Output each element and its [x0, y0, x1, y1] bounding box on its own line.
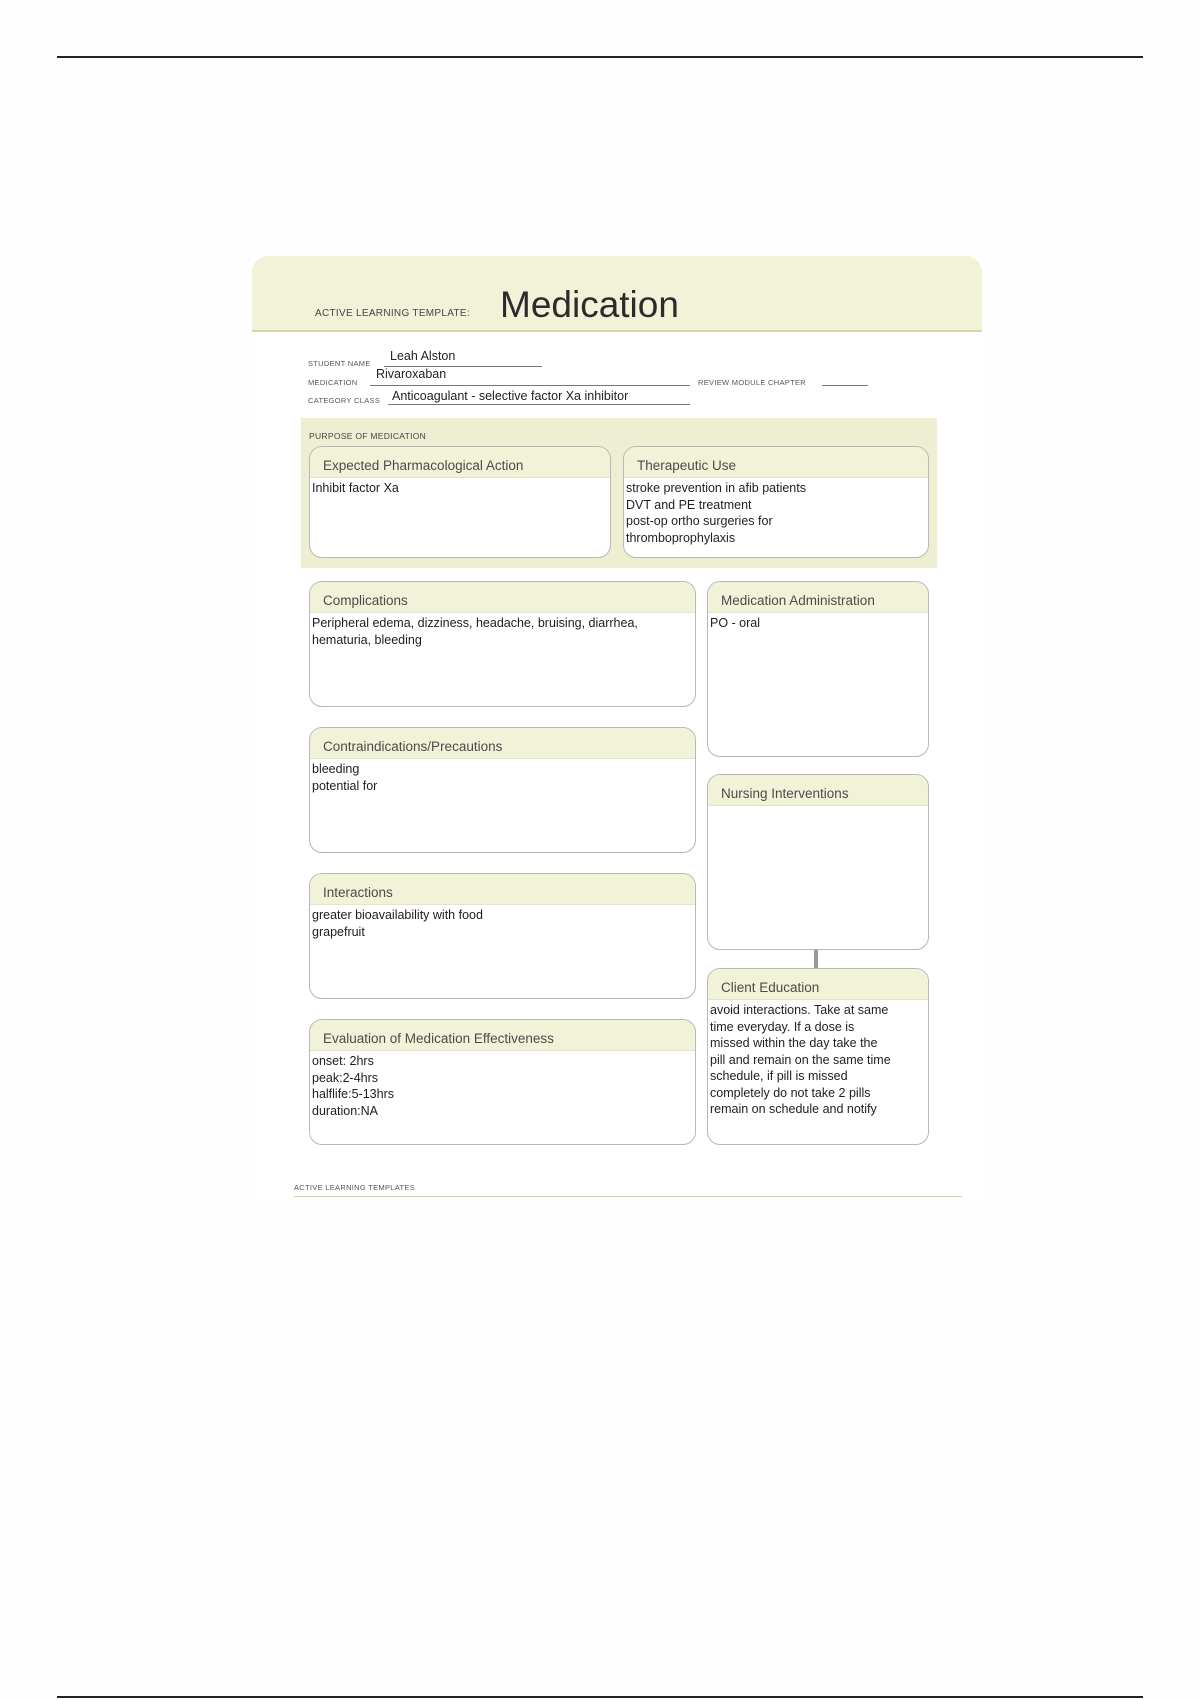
purpose-of-medication-label: PURPOSE OF MEDICATION [309, 431, 427, 441]
contraindications-precautions-title: Contraindications/Precautions [310, 728, 695, 759]
text-line: completely do not take 2 pills [710, 1085, 871, 1100]
therapeutic-use-content [624, 478, 928, 546]
medication-administration-title: Medication Administration [708, 582, 928, 613]
text-line: DVT and PE treatment [626, 497, 752, 512]
expected-pharmacological-action-title: Expected Pharmacological Action [310, 447, 610, 478]
nursing-interventions-title: Nursing Interventions [708, 775, 928, 806]
text-line: greater bioavailability with food [312, 908, 483, 922]
text-line: bleeding [312, 762, 360, 776]
evaluation-of-medication-effectiveness-content [310, 1051, 695, 1119]
text-line: potential for [312, 778, 378, 793]
therapeutic-use-box [623, 446, 929, 558]
category-class-value: Anticoagulant - selective factor Xa inhibitor [392, 389, 629, 403]
text-line: schedule, if pill is missed [710, 1069, 848, 1083]
medication-line [370, 385, 690, 386]
complications-box [309, 581, 696, 707]
medication-administration-box [707, 581, 929, 757]
text-line: Peripheral edema, dizziness, headache, bruising, diarrhea, [312, 616, 638, 630]
footer-label: ACTIVE LEARNING TEMPLATES [294, 1183, 415, 1192]
contraindications-precautions-box [309, 727, 696, 853]
text-line: avoid interactions. Take at same [710, 1003, 889, 1017]
text-line: peak:2-4hrs [312, 1070, 379, 1085]
text-line: time everyday. If a dose is [710, 1019, 855, 1034]
contraindications-precautions-content [310, 759, 695, 794]
interactions-title: Interactions [310, 874, 695, 905]
therapeutic-use-title: Therapeutic Use [624, 447, 928, 478]
review-module-chapter-label: REVIEW MODULE CHAPTER [698, 378, 806, 387]
text-line: missed within the day take the [710, 1036, 878, 1050]
evaluation-of-medication-effectiveness-box [309, 1019, 696, 1145]
text-line: onset: 2hrs [312, 1054, 374, 1068]
text-line: grapefruit [312, 924, 365, 939]
category-class-line [388, 404, 690, 405]
interactions-box [309, 873, 696, 999]
text-line: halflife:5-13hrs [312, 1087, 394, 1101]
nursing-interventions-content [708, 806, 928, 808]
client-education-title: Client Education [708, 969, 928, 1000]
text-line: PO - oral [710, 616, 761, 630]
text-line: pill and remain on the same time [710, 1052, 891, 1067]
text-line: post-op ortho surgeries for [626, 514, 773, 528]
text-line: stroke prevention in afib patients [626, 481, 806, 495]
expected-pharmacological-action-content [310, 478, 610, 497]
evaluation-of-medication-effectiveness-title: Evaluation of Medication Effectiveness [310, 1020, 695, 1051]
nursing-interventions-box [707, 774, 929, 950]
template-label: ACTIVE LEARNING TEMPLATE: [315, 308, 470, 319]
student-name-value: Leah Alston [390, 349, 456, 363]
medication-template-sheet [252, 256, 982, 1202]
template-title: Medication [500, 284, 679, 325]
text-line: Inhibit factor Xa [312, 481, 399, 495]
footer-line [294, 1196, 962, 1197]
connector-line [814, 950, 818, 968]
interactions-content [310, 905, 695, 940]
medication-value: Rivaroxaban [376, 367, 447, 381]
page-top-rule [57, 56, 1143, 58]
client-education-box [707, 968, 929, 1145]
medication-label: MEDICATION [308, 378, 358, 387]
medication-administration-content [708, 613, 928, 632]
expected-pharmacological-action-box [309, 446, 611, 558]
text-line: remain on schedule and notify [710, 1102, 877, 1116]
text-line: hematuria, bleeding [312, 632, 422, 647]
complications-title: Complications [310, 582, 695, 613]
client-education-content [708, 1000, 928, 1118]
review-module-chapter-line [822, 385, 868, 386]
student-name-label: STUDENT NAME [308, 359, 371, 368]
category-class-label: CATEGORY CLASS [308, 396, 381, 405]
page-bottom-rule [57, 1696, 1143, 1698]
text-line: duration:NA [312, 1103, 379, 1118]
text-line: thromboprophylaxis [626, 530, 736, 545]
complications-content [310, 613, 695, 648]
